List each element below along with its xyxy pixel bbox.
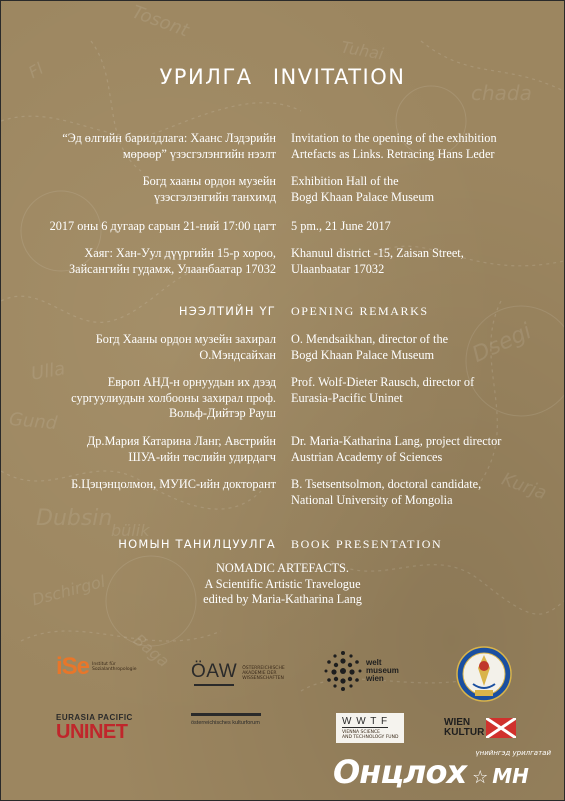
book-heading-en: BOOK PRESENTATION [291, 537, 443, 551]
oaw-text-line: WISSENSCHAFTEN [242, 675, 284, 681]
oaw-underline [194, 684, 234, 686]
text-line: 5 pm., 21 June 2017 [291, 219, 391, 233]
ise-logo [56, 653, 136, 681]
book-editor: edited by Maria-Katharina Lang [203, 592, 362, 606]
text-line: мөрөөр” үзэсгэлэнгийн нээлт [122, 146, 276, 161]
ise-text [92, 662, 136, 672]
text-line: Khanuul district -15, Zaisan Street, [291, 246, 464, 260]
bg-word: Dsegi [468, 319, 536, 368]
text-line: Вольф-Дийтэр Рауш [168, 406, 276, 420]
text-line: Ulaanbaatar 17032 [291, 261, 385, 276]
bg-word: Baga [129, 630, 174, 671]
oaw-mark: ÖAW [191, 661, 238, 682]
title-mn: УРИЛГА [159, 65, 253, 89]
bg-word: Kurja [498, 468, 550, 505]
speaker-mn [87, 434, 276, 465]
wwtf-text-line: AND TECHNOLOGY FUND [342, 735, 399, 740]
weltmuseum-dots-icon [323, 649, 363, 693]
address-mn [69, 246, 276, 277]
oaw-text [242, 666, 285, 681]
text-line: Exhibition Hall of the [291, 174, 399, 188]
bg-word: chada [471, 81, 532, 105]
text-line: Зайсангийн гудамж, Улаанбаатар 17032 [68, 261, 276, 276]
ontsloh-suffix: МН [492, 764, 529, 788]
ontsloh-main-block [333, 753, 529, 791]
text-line: Богд хааны ордон музейн [142, 174, 276, 188]
bg-word: bülik [111, 521, 150, 540]
book-title: NOMADIC ARTEFACTS. [216, 561, 349, 575]
weltmuseum-text-line: museum [366, 666, 399, 675]
bg-word: Fl [25, 58, 47, 83]
oaw-mark-block [191, 661, 237, 686]
bg-word: Tosont [129, 1, 192, 42]
wwtf-logo [336, 713, 404, 743]
speaker-mn [96, 332, 276, 363]
text-line: Eurasia-Pacific Uninet [291, 390, 403, 405]
ise-mark: iSe [56, 653, 90, 680]
remarks-heading-en: OPENING REMARKS [291, 304, 429, 318]
address-en [291, 246, 464, 277]
text-line: үзэсгэлэнгийн танхимд [153, 189, 276, 204]
text-line: Др.Мария Катарина Ланг, Австрийн [86, 434, 276, 448]
weltmuseum-text-line: wien [366, 674, 384, 683]
speaker-en [291, 332, 448, 363]
text-line: ШУА-ийн төслийн удирдагч [128, 449, 276, 464]
text-line: сургуулиудын холбооны захирал проф. [71, 390, 276, 405]
bg-word: Dubsin [36, 506, 113, 531]
weltmuseum-text [366, 659, 399, 683]
text-line: “Эд өлгийн барилдлага: Хаанс Лэдэрийн [62, 131, 276, 145]
wien-kultur-flag-icon [486, 718, 516, 738]
text-line: Prof. Wolf-Dieter Rausch, director of [291, 375, 475, 389]
event-title-mn [62, 131, 276, 162]
wien-kultur-line: KULTUR [444, 727, 485, 738]
star-icon: ☆ [472, 767, 489, 788]
text-line: B. Tsetsentsolmon, doctoral candidate, [291, 477, 482, 491]
ise-text-line: Institut für [92, 662, 116, 667]
text-line: Dr. Maria-Katharina Lang, project director [291, 434, 502, 448]
text-line: Bogd Khaan Palace Museum [291, 189, 435, 204]
venue-mn [143, 174, 276, 205]
speaker-mn [71, 375, 276, 422]
speaker-en [291, 375, 474, 406]
text-line: О.Мэндсайхан [199, 347, 276, 362]
weltmuseum-text-line: welt [366, 658, 382, 667]
oaw-logo [191, 661, 285, 686]
date-en [291, 219, 391, 235]
text-line: Artefacts as Links. Retracing Hans Leder [291, 146, 495, 161]
venue-en [291, 174, 434, 205]
text-line: O. Mendsaikhan, director of the [291, 332, 449, 346]
ise-text-line: Sozialanthropologie [92, 667, 137, 672]
book-subtitle: A Scientific Artistic Travelogue [204, 576, 361, 591]
uninet-top-text: EURASIA PACIFIC [56, 713, 133, 722]
text-line: Богд Хааны ордон музейн захирал [95, 332, 276, 346]
book-details [1, 561, 564, 608]
speaker-en [291, 477, 481, 508]
oaw-text-line: ÖSTERREICHISCHE [242, 665, 285, 671]
wien-kultur-line: WIEN [444, 717, 471, 728]
museum-emblem-icon [456, 646, 512, 702]
wien-kultur-text [444, 718, 484, 738]
wien-kultur-logo [444, 718, 516, 738]
wwtf-mark: W W T F [342, 716, 389, 727]
date-mn [50, 219, 276, 235]
text-line: National University of Mongolia [291, 492, 453, 507]
text-line: Европ АНД-н орнуудын их дээд [107, 375, 276, 389]
bg-word: Ulla [29, 358, 67, 385]
speaker-mn [71, 477, 276, 493]
text-line: Хаяг: Хан-Уул дүүргийн 15-р хороо, [84, 246, 276, 260]
text-line: Austrian Academy of Sciences [291, 449, 443, 464]
text-line: Б.Цэцэнцолмон, МУИС-ийн докторант [71, 477, 276, 491]
title-en: INVITATION [272, 65, 406, 89]
page-title [1, 65, 564, 89]
ontsloh-small: үнийнгэд урилгатай [475, 749, 551, 757]
wwtf-text-line: VIENNA SCIENCE [342, 730, 381, 735]
event-title-en [291, 131, 497, 162]
uninet-mark: UNINET [56, 721, 128, 743]
weltmuseum-logo [323, 649, 399, 693]
bogd-khaan-museum-emblem [456, 646, 512, 702]
text-line: Bogd Khaan Palace Museum [291, 347, 435, 362]
text-line: Invitation to the opening of the exhibition [291, 131, 497, 145]
bg-word: Gund [8, 408, 59, 435]
ontsloh-main: Онцлох [333, 753, 467, 791]
remarks-heading-mn: НЭЭЛТИЙН ҮГ [178, 304, 276, 318]
uninet-logo [56, 713, 133, 742]
speaker-en [291, 434, 501, 465]
bg-word: Tuhai [339, 37, 386, 64]
book-heading-mn: НОМЫН ТАНИЛЦУУЛГА [118, 537, 276, 551]
kulturforum-bar [191, 713, 261, 716]
text-line: 2017 оны 6 дугаар сарын 21-ний 17:00 цагт [49, 219, 276, 233]
kulturforum-text: österreichisches kulturforum [191, 720, 260, 726]
oaw-text-line: AKADEMIE DER [242, 670, 277, 676]
kulturforum-logo [191, 713, 261, 726]
bg-word: Dschirgol [29, 571, 108, 610]
